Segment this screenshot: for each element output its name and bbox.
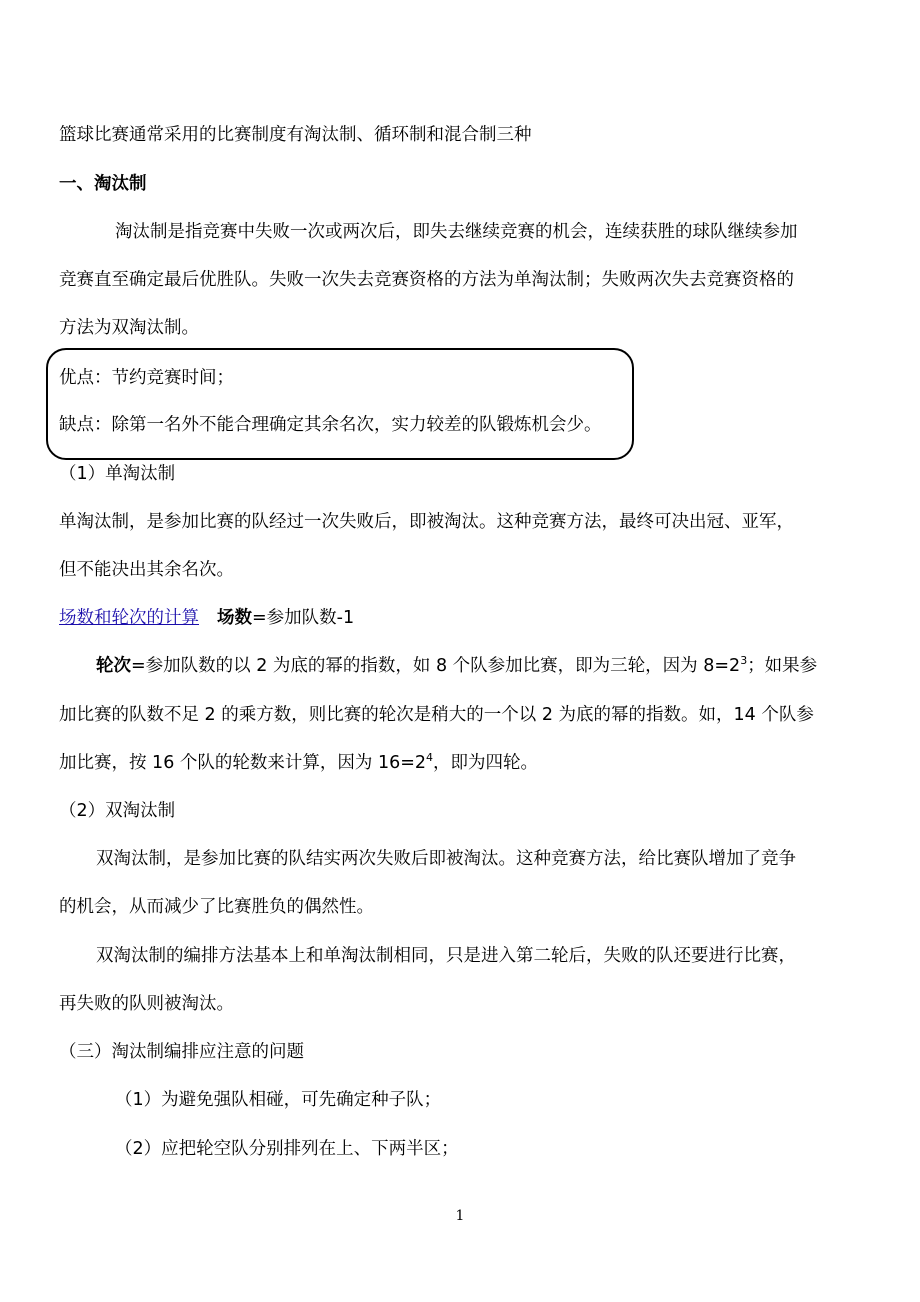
rounds-line-1-exponent: 3 (740, 654, 748, 667)
double-method-line-1: 双淘汰制的编排方法基本上和单淘汰制相同，只是进入第二轮后，失败的队还要进行比赛， (96, 946, 796, 966)
rounds-line-1-tail: ；如果参 (747, 656, 818, 676)
rounds-line-3-tail: ，即为四轮。 (433, 753, 539, 773)
pros-cons-box (46, 348, 634, 460)
pros-text: 优点：节约竞赛时间； (59, 368, 234, 388)
rounds-line-3 (59, 751, 538, 775)
page-number: 1 (455, 1208, 465, 1224)
rounds-line-1-text: =参加队数的以 2 为底的幂的指数，如 8 个队参加比赛，即为三轮，因为 8=2 (131, 656, 741, 676)
double-desc-line-1: 双淘汰制，是参加比赛的队结实两次失败后即被淘汰。这种竞赛方法，给比赛队增加了竞争 (96, 849, 796, 869)
games-formula: =参加队数-1 (252, 608, 355, 628)
notes-heading: （三）淘汰制编排应注意的问题 (59, 1042, 304, 1062)
double-method-line-2: 再失败的队则被淘汰。 (59, 994, 234, 1014)
notes-item-1: （1）为避免强队相碰，可先确定种子队； (115, 1090, 442, 1110)
rounds-line-2: 加比赛的队数不足 2 的乘方数，则比赛的轮次是稍大的一个以 2 为底的幂的指数。如，14 个队参 (59, 705, 814, 725)
notes-item-2: （2）应把轮空队分别排列在上、下两半区； (115, 1139, 459, 1159)
calc-link[interactable]: 场数和轮次的计算 (59, 608, 199, 628)
rounds-line-3-text: 加比赛，按 16 个队的轮数来计算，因为 16=2 (59, 753, 427, 773)
definition-line-3: 方法为双淘汰制。 (59, 318, 199, 338)
calc-line (59, 606, 354, 630)
single-desc-line-2: 但不能决出其余名次。 (59, 560, 234, 580)
games-label: 场数 (217, 608, 252, 628)
single-desc-line-1: 单淘汰制，是参加比赛的队经过一次失败后，即被淘汰。这种竞赛方法，最终可决出冠、亚军， (59, 512, 794, 532)
section-heading: 一、淘汰制 (59, 174, 147, 194)
single-heading: （1）单淘汰制 (59, 464, 176, 484)
rounds-line-1 (96, 654, 817, 678)
rounds-line-3-exponent: 4 (426, 751, 434, 764)
intro-line: 篮球比赛通常采用的比赛制度有淘汰制、循环制和混合制三种 (59, 125, 532, 145)
double-heading: （2）双淘汰制 (59, 801, 176, 821)
double-desc-line-2: 的机会，从而减少了比赛胜负的偶然性。 (59, 897, 374, 917)
rounds-label: 轮次 (96, 656, 131, 676)
cons-text: 缺点：除第一名外不能合理确定其余名次，实力较差的队锻炼机会少。 (59, 415, 602, 435)
definition-line-2: 竞赛直至确定最后优胜队。失败一次失去竞赛资格的方法为单淘汰制；失败两次失去竞赛资格的 (59, 270, 794, 290)
definition-line-1: 淘汰制是指竞赛中失败一次或两次后，即失去继续竞赛的机会，连续获胜的球队继续参加 (115, 222, 798, 242)
